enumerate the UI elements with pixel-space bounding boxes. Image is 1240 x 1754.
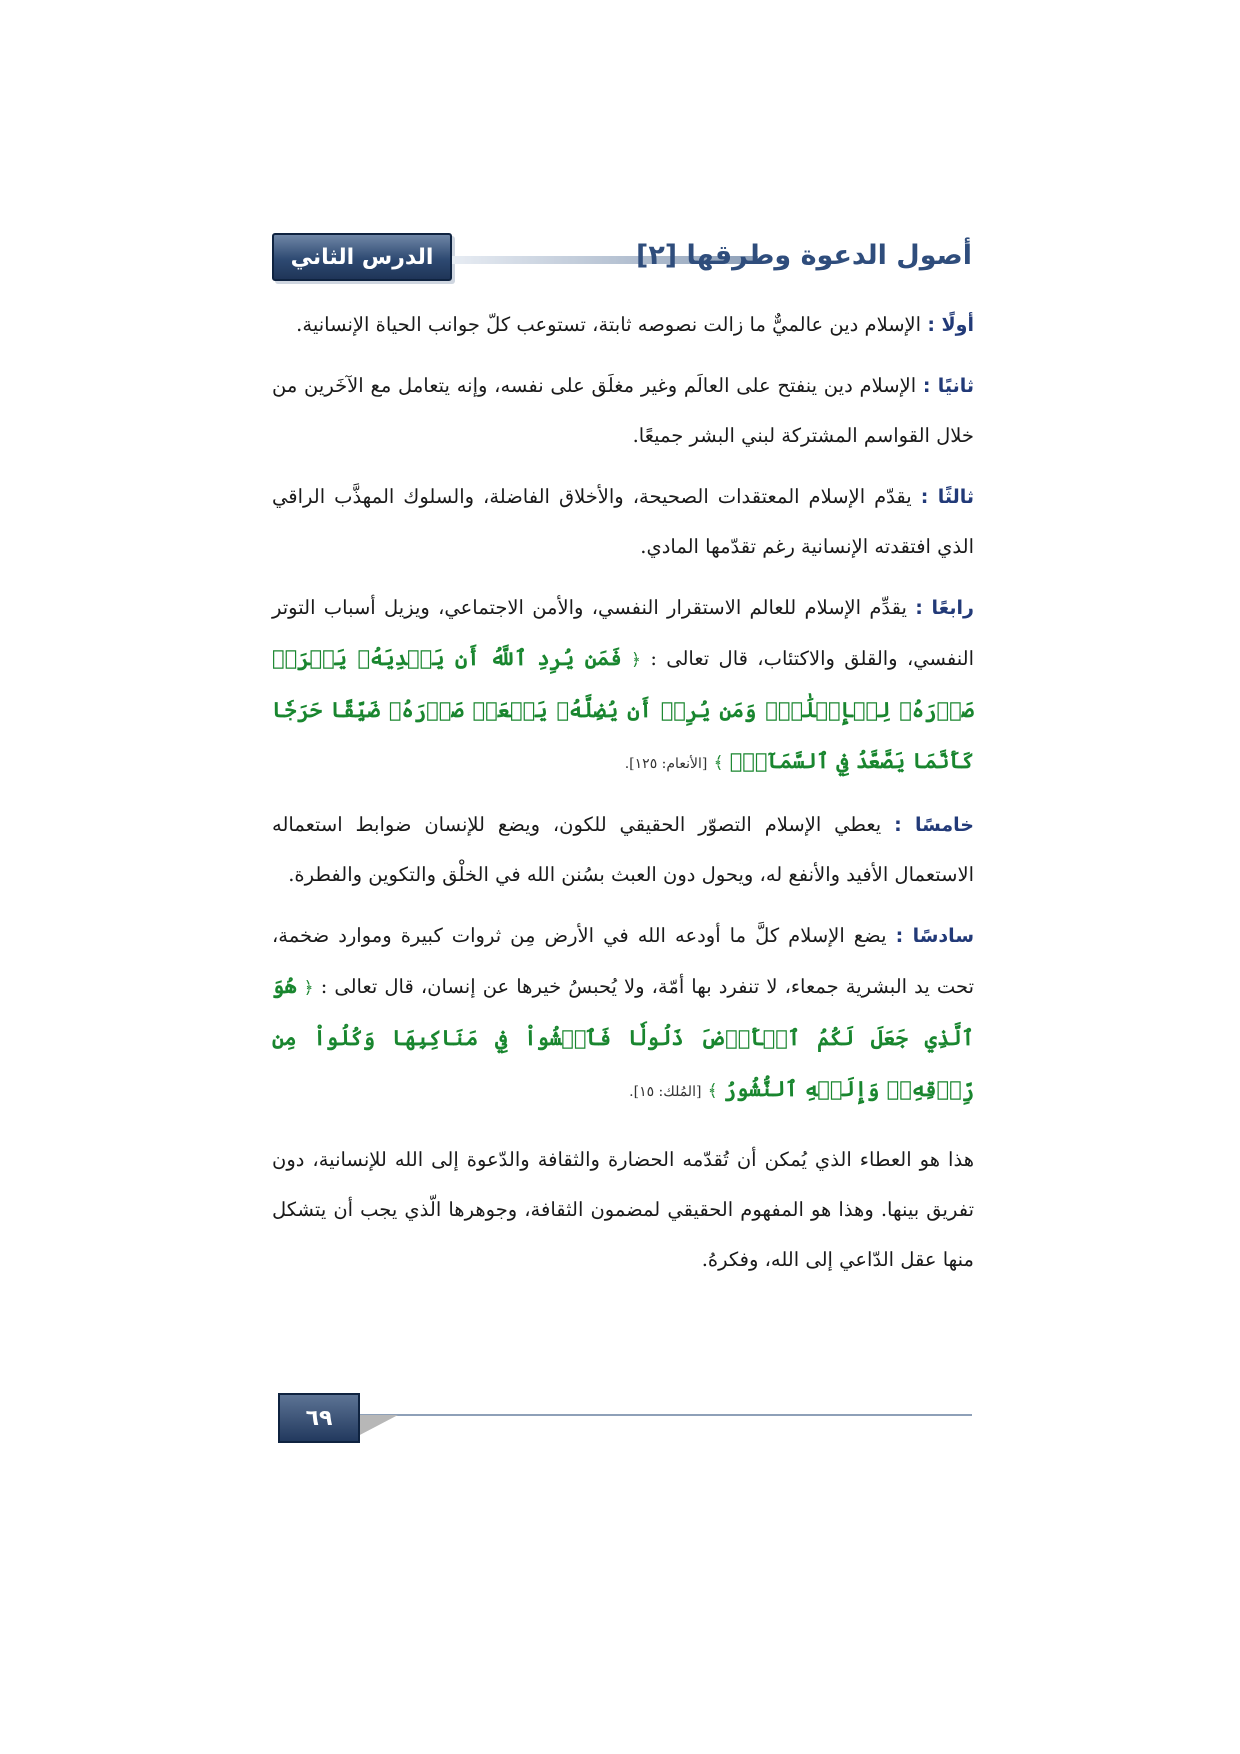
quran-verse: فَمَن يُرِدِ ٱللَّهُ أَن يَهۡدِيَهُۥ يَشۡرَحۡ صَدۡرَهُۥ لِلۡإِسۡلَٰمِۖ وَمَن يُرِدۡ أَن يُضِلَّهُۥ يَجۡعَلۡ صَدۡرَهُۥ ضَيِّقًا حَرَجٗا كَأَنَّمَا يَصَّعَّدُ فِي ٱلسَّمَآءِۚ [272, 645, 974, 773]
book-title: أصول الدعوة وطرقها [٢] [635, 239, 972, 271]
page-number: ٦٩ [278, 1393, 360, 1443]
verse-close-bracket: ﴾ [707, 1081, 718, 1101]
paragraph-sixth [272, 911, 974, 1117]
paragraph-fourth [272, 583, 974, 789]
paragraph-fifth [272, 800, 974, 900]
page-footer [278, 1393, 972, 1445]
page-body [272, 300, 974, 1296]
paragraph-lead: ثانيًا : [922, 375, 974, 397]
paragraph-text: يقدّم الإسلام المعتقدات الصحيحة، والأخلاق الفاضلة، والسلوك المهذَّب الراقي الذي افتقدته الإنسانية رغم تقدّمها المادي. [272, 485, 974, 558]
footer-shadow [356, 1415, 398, 1437]
paragraph-lead: رابعًا : [915, 597, 974, 619]
page-header [272, 225, 972, 285]
lesson-badge: الدرس الثاني [272, 233, 452, 281]
paragraph-lead: ثالثًا : [920, 486, 974, 508]
verse-reference: [المُلك: ١٥]. [629, 1084, 702, 1100]
paragraph-first [272, 300, 974, 350]
verse-open-bracket: ﴿ [631, 650, 641, 670]
paragraph-third [272, 472, 974, 572]
paragraph-text: الإسلام دين ينفتح على العالَم وغير مغلَق على نفسه، وإنه يتعامل مع الآخَرين من خلال القواسم المشتركة لبني البشر جميعًا. [272, 374, 974, 447]
paragraph-text: هذا هو العطاء الذي يُمكن أن تُقدّمه الحضارة والثقافة والدّعوة إلى الله للإنسانية، دون تفريق بينها. وهذا هو المفهوم الحقيقي لمضمون الثقافة، وجوهرها الّذي يجب أن يتشكل منها عقل الدّاعي إلى الله، وفكرهُ. [272, 1148, 974, 1271]
paragraph-conclusion [272, 1135, 974, 1285]
paragraph-text: الإسلام دين عالميٌّ ما زالت نصوصه ثابتة، تستوعب كلّ جوانب الحياة الإنسانية. [296, 313, 922, 336]
verse-open-bracket: ﴿ [303, 978, 314, 998]
paragraph-text: يعطي الإسلام التصوّر الحقيقي للكون، ويضع للإنسان ضوابط استعماله الاستعمال الأفيد والأنفع له، ويحول دون العبث بسُنن الله في الخلْق والتكوين والفطرة. [272, 813, 974, 886]
paragraph-second [272, 361, 974, 461]
verse-reference: [الأنعام: ١٢٥]. [624, 756, 708, 772]
paragraph-text: يضع الإسلام كلَّ ما أودعه الله في الأرض مِن ثروات كبيرة وموارد ضخمة، تحت يد البشرية جمعاء، لا تنفرد بها أمّة، ولا يُحبسُ خيرها عن إنسان، قال تعالى : [272, 924, 974, 998]
quran-verse: هُوَ ٱلَّذِي جَعَلَ لَكُمُ ٱلۡأَرۡضَ ذَلُولٗا فَٱمۡشُواْ فِي مَنَاكِبِهَا وَكُلُواْ مِن رِّزۡقِهِۦۖ وَإِلَيۡهِ ٱلنُّشُورُ [272, 973, 974, 1101]
paragraph-lead: سادسًا : [895, 925, 975, 947]
paragraph-text: يقدِّم الإسلام للعالم الاستقرار النفسي، والأمن الاجتماعي، ويزيل أسباب التوتر النفسي، والقلق والاكتئاب، قال تعالى : [272, 596, 974, 670]
paragraph-lead: أولًا : [927, 314, 974, 336]
verse-close-bracket: ﴾ [713, 753, 724, 773]
footer-rule [358, 1414, 972, 1416]
paragraph-lead: خامسًا : [894, 814, 975, 836]
